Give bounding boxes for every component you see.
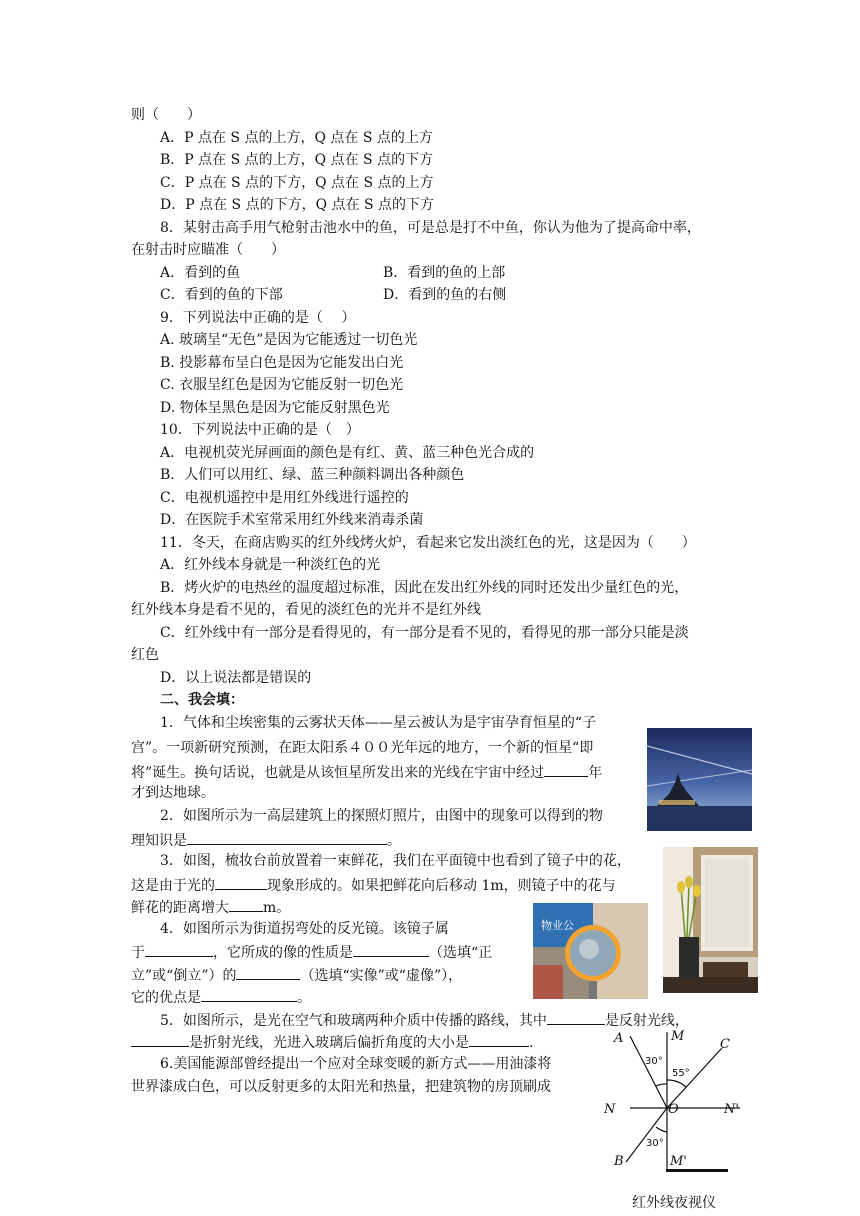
option-7d: D．P 点在 S 点的下方，Q 点在 S 点的下方 (160, 197, 435, 213)
angle-ao: 30° (645, 1056, 663, 1067)
option-7a: A．P 点在 S 点的上方，Q 点在 S 点的上方 (160, 130, 433, 146)
fill-6-line2: 世界漆成白色，可以反射更多的太阳光和热量，把建筑物的房顶刷成 (131, 1079, 551, 1095)
fill-1-line2: 宫”。一项新研究预测，在距太阳系４００光年远的地方，一个新的恒星“即 (131, 740, 594, 756)
option-10a: A．电视机荧光屏画面的颜色是有红、黄、蓝三种色光合成的 (160, 445, 535, 461)
option-9b: B. 投影幕布呈白色是因为它能发出白光 (160, 355, 404, 371)
label-m: M (671, 1029, 685, 1044)
question-8-cont: 在射击时应瞄准（ ） (131, 242, 285, 258)
option-11d: D．以上说法都是错误的 (160, 670, 312, 686)
fill-3-line3: 鲜花的距离增大 m。 (131, 895, 290, 919)
blank-10 (131, 1030, 189, 1047)
option-10c: C．电视机遥控中是用红外线进行遥控的 (160, 490, 409, 506)
blank-5 (145, 940, 213, 957)
blank-9 (547, 1008, 605, 1025)
label-c: C (720, 1037, 730, 1052)
fill-4-line2: 于 ，它所成的像的性质是 （选填“正 (131, 940, 492, 964)
fill-4-line3: 立”或“倒立”）的 （选填“实像”或“虚像”）， (131, 963, 462, 987)
question-9: 9．下列说法中正确的是（ ） (160, 310, 356, 326)
fill-1-line3: 将”诞生。换句话说，也就是从该恒星所发出来的光线在宇宙中经过 年 (131, 760, 602, 784)
label-a: A (614, 1031, 624, 1046)
fill-3-line2: 这是由于光的 现象形成的。如果把鲜花向后移动 1m，则镜子中的花与 (131, 873, 616, 897)
question-10: 10．下列说法中正确的是（ ） (160, 422, 360, 438)
searchlight-photo (647, 728, 752, 831)
option-11b-cont: 红外线本身是看不见的，看见的淡红色的光并不是红外线 (131, 602, 481, 618)
fill-2-line2: 理知识是 。 (131, 828, 401, 852)
fill-5-line1: 5．如图所示，是光在空气和玻璃两种介质中传播的路线，其中 是反射光线， (160, 1008, 689, 1032)
fill-6-line1: 6.美国能源部曾经提出一个应对全球变暖的新方式——用油漆将 (160, 1056, 552, 1072)
fill-4-line4: 它的优点是 。 (131, 985, 311, 1009)
blank-11 (469, 1030, 529, 1047)
caption-night-vision: 红外线夜视仪 (632, 1195, 716, 1211)
line-ze: 则（ ） (131, 107, 201, 123)
blank-7 (236, 963, 300, 980)
fill-4-line1: 4．如图所示为街道拐弯处的反光镜。该镜子属 (160, 921, 449, 937)
option-9a: A. 玻璃呈“无色”是因为它能透过一切色光 (160, 332, 418, 348)
section-heading-fill: 二、我会填： (160, 692, 244, 708)
blank-6 (353, 940, 429, 957)
fill-1-line4: 才到达地球。 (131, 785, 215, 801)
flowers-mirror-photo (663, 847, 758, 993)
option-8c: C．看到的鱼的下部 (160, 287, 283, 303)
option-10b: B．人们可以用红、绿、蓝三种颜料调出各种颜色 (160, 467, 465, 483)
label-n: N (604, 1102, 616, 1117)
option-8d: D．看到的鱼的右侧 (383, 287, 507, 303)
angle-ob: 30° (646, 1138, 664, 1149)
blank-1 (544, 760, 588, 777)
question-11: 11．冬天，在商店购买的红外线烤火炉，看起来它发出淡红色的光，这是因为（ ） (160, 535, 696, 551)
refraction-diagram (600, 1024, 750, 1176)
option-8b: B．看到的鱼的上部 (383, 265, 506, 281)
question-8: 8．某射击高手用气枪射击池水中的鱼，可是总是打不中鱼，你认为他为了提高命中率， (160, 220, 701, 236)
blank-2 (187, 828, 387, 845)
sign-text: 物业公 (541, 919, 574, 932)
blank-4 (229, 895, 263, 912)
option-11c: C．红外线中有一部分是看得见的，有一部分是看不见的，看得见的那一部分只能是淡 (160, 625, 689, 641)
option-11a: A．红外线本身就是一种淡红色的光 (160, 557, 381, 573)
label-m-prime: M' (670, 1154, 687, 1169)
option-8a: A．看到的鱼 (160, 265, 241, 281)
option-9c: C. 衣服呈红色是因为它能反射一切色光 (160, 377, 404, 393)
blank-3 (215, 873, 267, 890)
option-7c: C．P 点在 S 点的下方，Q 点在 S 点的上方 (160, 175, 434, 191)
option-9d: D. 物体呈黑色是因为它能反射黑色光 (160, 400, 390, 416)
option-11c-cont: 红色 (131, 647, 159, 663)
option-7b: B．P 点在 S 点的上方，Q 点在 S 点的下方 (160, 152, 434, 168)
fill-5-line2: 是折射光线，光进入玻璃后偏折角度的大小是 . (131, 1030, 533, 1054)
street-mirror-photo (533, 903, 648, 999)
fill-3-line1: 3．如图，梳妆台前放置着一束鲜花，我们在平面镜中也看到了镜子中的花， (160, 853, 631, 869)
option-10d: D．在医院手术室常采用红外线来消毒杀菌 (160, 512, 424, 528)
angle-oc: 55° (672, 1068, 690, 1079)
label-o: O (668, 1102, 679, 1117)
label-b: B (614, 1154, 624, 1169)
option-11b: B．烤火炉的电热丝的温度超过标准，因此在发出红外线的同时还发出少量红色的光， (160, 580, 689, 596)
blank-8 (201, 985, 297, 1002)
label-n-prime: N' (724, 1102, 739, 1117)
fill-2-line1: 2．如图所示为一高层建筑上的探照灯照片，由图中的现象可以得到的物 (160, 808, 603, 824)
fill-1-line1: 1．气体和尘埃密集的云雾状天体——星云被认为是宇宙孕育恒星的“子 (160, 715, 597, 731)
